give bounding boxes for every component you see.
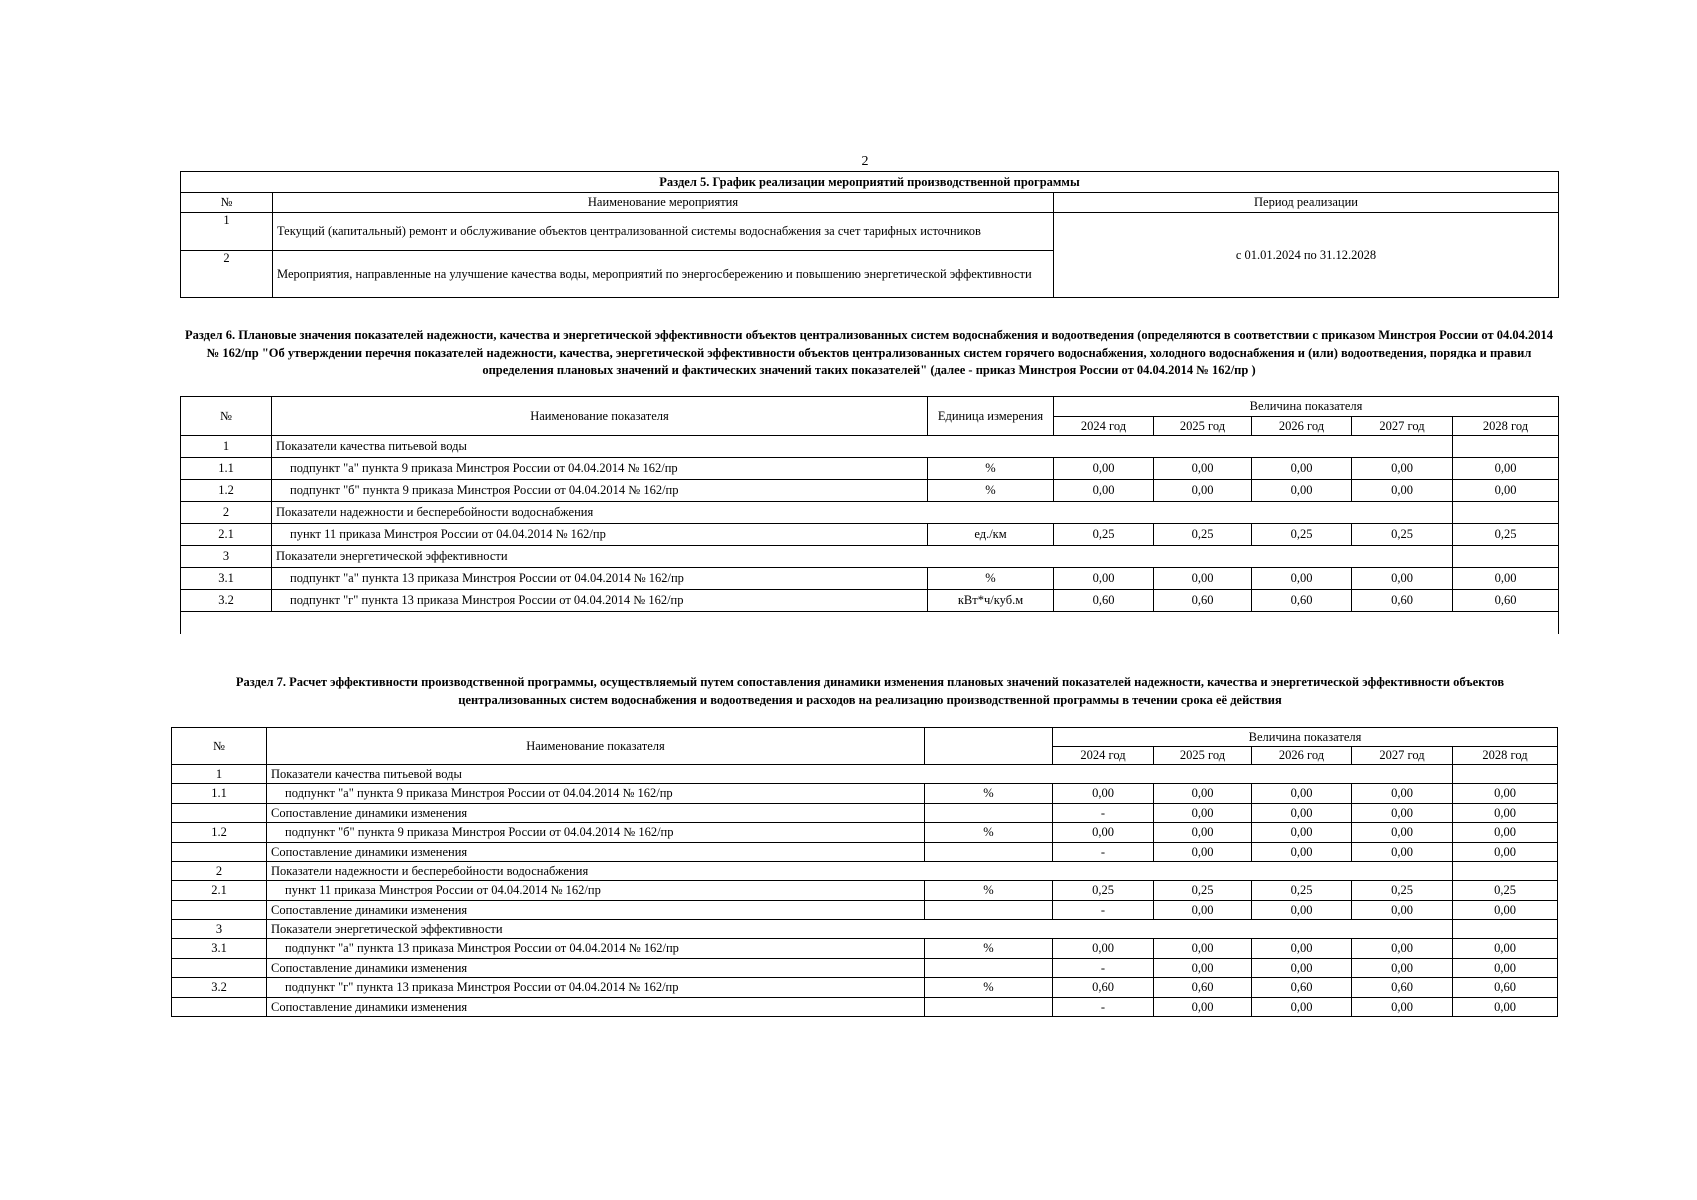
section7-header-unit (925, 728, 1053, 765)
row-value: 0,00 (1154, 959, 1252, 978)
section6-header-year: 2027 год (1352, 417, 1453, 436)
row-value: 0,00 (1252, 458, 1352, 480)
row-value: 0,00 (1154, 843, 1252, 862)
row-value: 0,60 (1453, 590, 1559, 612)
row-value: 0,00 (1352, 939, 1453, 959)
table-row (172, 998, 1558, 1017)
row-group-name: Показатели качества питьевой воды (272, 436, 1453, 458)
row-value: 0,00 (1352, 823, 1453, 843)
row-unit: % (928, 480, 1054, 502)
row-value: 0,00 (1252, 823, 1352, 843)
section5-title: Раздел 5. График реализации мероприятий производственной программы (181, 172, 1559, 193)
row-group-name: Показатели энергетической эффективности (272, 546, 1453, 568)
row-num: 3 (172, 920, 267, 939)
table-row (181, 502, 1559, 524)
row-unit: % (925, 939, 1053, 959)
section7-header-num: № (172, 728, 267, 765)
row-unit (925, 998, 1053, 1017)
table-row (172, 901, 1558, 920)
row-value: 0,25 (1352, 881, 1453, 901)
row-num: 2 (172, 862, 267, 881)
row-num: 3.2 (172, 978, 267, 998)
row-value: 0,25 (1054, 524, 1154, 546)
row-value: 0,00 (1453, 784, 1558, 804)
row-num (172, 804, 267, 823)
row-num (172, 998, 267, 1017)
row-num (172, 843, 267, 862)
row-unit (925, 959, 1053, 978)
table-row (181, 458, 1559, 480)
row-value: - (1053, 959, 1154, 978)
row-empty-cell (1453, 436, 1559, 458)
page-number: 2 (861, 154, 869, 169)
table-row (172, 784, 1558, 804)
section5-row-name: Текущий (капитальный) ремонт и обслуживание объектов централизованной системы водоснабжения за счет тарифных источников (273, 213, 1054, 251)
section7-title: Раздел 7. Расчет эффективности производственной программы, осуществляемый путем сопоставления динамики изменения плановых значений показателей надежности, качества и энергетической эффективности объектов централизованных систем водоснабжения и водоотведения и расходов на реализацию производственной программы в течении срока её действия (235, 675, 1505, 707)
row-unit (925, 843, 1053, 862)
row-unit: кВт*ч/куб.м (928, 590, 1054, 612)
row-num: 3.1 (181, 568, 272, 590)
row-value: 0,00 (1252, 998, 1352, 1017)
row-num: 1.1 (172, 784, 267, 804)
row-num: 2.1 (181, 524, 272, 546)
row-value: 0,00 (1352, 804, 1453, 823)
section7-table (171, 727, 1558, 1017)
row-value: 0,00 (1154, 998, 1252, 1017)
row-num: 1 (172, 765, 267, 784)
row-name: подпункт "а" пункта 13 приказа Минстроя России от 04.04.2014 № 162/пр (267, 939, 925, 959)
row-unit: % (925, 978, 1053, 998)
table-row (181, 436, 1559, 458)
row-name: подпункт "б" пункта 9 приказа Минстроя России от 04.04.2014 № 162/пр (267, 823, 925, 843)
row-value: 0,00 (1252, 784, 1352, 804)
row-group-name: Показатели надежности и бесперебойности водоснабжения (267, 862, 1453, 881)
row-value: 0,00 (1154, 939, 1252, 959)
row-value: 0,25 (1154, 881, 1252, 901)
row-value: 0,00 (1154, 823, 1252, 843)
row-value: 0,00 (1154, 458, 1252, 480)
row-value: 0,60 (1154, 590, 1252, 612)
row-group-name: Показатели качества питьевой воды (267, 765, 1453, 784)
row-unit: % (928, 458, 1054, 480)
section5-row-num: 1 (181, 213, 273, 251)
row-value: 0,00 (1352, 901, 1453, 920)
row-name: Сопоставление динамики изменения (267, 959, 925, 978)
section5-row-num: 2 (181, 251, 273, 298)
row-value: 0,00 (1053, 784, 1154, 804)
row-num: 2 (181, 502, 272, 524)
section6-header-year: 2028 год (1453, 417, 1559, 436)
row-value: 0,00 (1453, 901, 1558, 920)
row-value: 0,00 (1154, 784, 1252, 804)
section6-table (180, 396, 1559, 634)
row-num: 3.2 (181, 590, 272, 612)
row-value: - (1053, 804, 1154, 823)
section5-period-value: с 01.01.2024 по 31.12.2028 (1054, 213, 1559, 298)
row-value: 0,00 (1352, 843, 1453, 862)
row-value: 0,00 (1453, 998, 1558, 1017)
row-value: 0,00 (1453, 823, 1558, 843)
row-name: подпункт "б" пункта 9 приказа Минстроя России от 04.04.2014 № 162/пр (272, 480, 928, 502)
row-value: 0,00 (1352, 959, 1453, 978)
section5-header-period: Период реализации (1054, 193, 1559, 213)
row-value: 0,00 (1453, 843, 1558, 862)
row-unit: ед./км (928, 524, 1054, 546)
row-unit: % (928, 568, 1054, 590)
row-unit: % (925, 823, 1053, 843)
row-value: 0,00 (1352, 480, 1453, 502)
row-value: 0,25 (1053, 881, 1154, 901)
row-value: 0,00 (1054, 568, 1154, 590)
row-value: 0,60 (1053, 978, 1154, 998)
row-value: 0,00 (1252, 959, 1352, 978)
row-value: 0,00 (1453, 959, 1558, 978)
section6-title: Раздел 6. Плановые значения показателей надежности, качества и энергетической эффективности объектов централизованных систем водоснабжения и водоотведения (определяются в соответствии с приказом Минстроя России от 04.04.2014 № 162/пр "Об утверждении перечня показателей надежности, качества, энергетической эффективности объектов централизованных систем горячего водоснабжения, холодного водоснабжения и (или) водоотведения, порядка и правил определения плановых значений и фактических значений таких показателей" (далее - приказ Минстроя России от 04.04.2014 № 162/пр ) (185, 328, 1553, 377)
row-name: пункт 11 приказа Минстроя России от 04.04.2014 № 162/пр (272, 524, 928, 546)
section7-header-year: 2028 год (1453, 747, 1558, 765)
table-row (172, 959, 1558, 978)
section6-header-value: Величина показателя (1054, 397, 1559, 417)
section7-header-year: 2026 год (1252, 747, 1352, 765)
row-value: 0,00 (1053, 823, 1154, 843)
row-name: подпункт "г" пункта 13 приказа Минстроя России от 04.04.2014 № 162/пр (272, 590, 928, 612)
row-unit (925, 901, 1053, 920)
table-row (181, 524, 1559, 546)
row-name: подпункт "а" пункта 13 приказа Минстроя России от 04.04.2014 № 162/пр (272, 568, 928, 590)
section6-header-num: № (181, 397, 272, 436)
table-row (172, 920, 1558, 939)
row-value: 0,00 (1352, 784, 1453, 804)
row-num: 1.1 (181, 458, 272, 480)
row-value: 0,00 (1352, 998, 1453, 1017)
section6-header-year: 2024 год (1054, 417, 1154, 436)
row-value: 0,00 (1252, 901, 1352, 920)
row-group-name: Показатели надежности и бесперебойности водоснабжения (272, 502, 1453, 524)
row-value: 0,00 (1154, 568, 1252, 590)
row-value: 0,00 (1252, 804, 1352, 823)
row-num: 2.1 (172, 881, 267, 901)
section6-header-unit: Единица измерения (928, 397, 1054, 436)
row-name: Сопоставление динамики изменения (267, 843, 925, 862)
row-value: 0,25 (1154, 524, 1252, 546)
row-empty-cell (1453, 546, 1559, 568)
section5-table (180, 171, 1559, 298)
table-row (181, 590, 1559, 612)
section7-header-value: Величина показателя (1053, 728, 1558, 747)
row-value: 0,00 (1154, 804, 1252, 823)
table-row (172, 843, 1558, 862)
row-value: 0,60 (1054, 590, 1154, 612)
section6-header-name: Наименование показателя (272, 397, 928, 436)
row-value: - (1053, 998, 1154, 1017)
row-num: 3.1 (172, 939, 267, 959)
row-value: 0,00 (1252, 939, 1352, 959)
table-row (172, 881, 1558, 901)
row-value: 0,60 (1154, 978, 1252, 998)
row-value: 0,00 (1453, 568, 1559, 590)
row-unit: % (925, 881, 1053, 901)
row-value: 0,00 (1453, 458, 1559, 480)
row-value: 0,00 (1252, 568, 1352, 590)
row-empty-cell (1453, 862, 1558, 881)
row-name: подпункт "а" пункта 9 приказа Минстроя России от 04.04.2014 № 162/пр (267, 784, 925, 804)
section5-header-name: Наименование мероприятия (273, 193, 1054, 213)
row-value: 0,60 (1352, 978, 1453, 998)
table-row (172, 978, 1558, 998)
row-name: Сопоставление динамики изменения (267, 998, 925, 1017)
section6-gap (181, 612, 1559, 634)
table-row (181, 568, 1559, 590)
row-value: - (1053, 843, 1154, 862)
row-value: 0,25 (1252, 524, 1352, 546)
row-num (172, 901, 267, 920)
row-name: пункт 11 приказа Минстроя России от 04.04.2014 № 162/пр (267, 881, 925, 901)
row-value: 0,00 (1054, 480, 1154, 502)
row-value: 0,00 (1154, 480, 1252, 502)
row-value: 0,00 (1252, 843, 1352, 862)
row-value: 0,00 (1053, 939, 1154, 959)
row-value: 0,25 (1453, 881, 1558, 901)
row-name: Сопоставление динамики изменения (267, 804, 925, 823)
table-row (172, 804, 1558, 823)
table-row (181, 546, 1559, 568)
section7-header-year: 2024 год (1053, 747, 1154, 765)
row-empty-cell (1453, 502, 1559, 524)
row-value: 0,00 (1352, 568, 1453, 590)
row-empty-cell (1453, 920, 1558, 939)
row-value: 0,60 (1252, 978, 1352, 998)
table-row (172, 939, 1558, 959)
row-num (172, 959, 267, 978)
row-value: - (1053, 901, 1154, 920)
table-row (172, 823, 1558, 843)
row-value: 0,00 (1352, 458, 1453, 480)
row-value: 0,60 (1453, 978, 1558, 998)
row-value: 0,60 (1352, 590, 1453, 612)
row-value: 0,60 (1252, 590, 1352, 612)
row-unit (925, 804, 1053, 823)
row-num: 3 (181, 546, 272, 568)
row-num: 1 (181, 436, 272, 458)
section6-header-year: 2025 год (1154, 417, 1252, 436)
row-value: 0,25 (1352, 524, 1453, 546)
table-row (172, 765, 1558, 784)
row-value: 0,00 (1453, 480, 1559, 502)
row-value: 0,00 (1453, 939, 1558, 959)
row-value: 0,25 (1453, 524, 1559, 546)
section5-row-name: Мероприятия, направленные на улучшение качества воды, мероприятий по энергосбережению и повышению энергетической эффективности (273, 251, 1054, 298)
table-row (181, 480, 1559, 502)
row-num: 1.2 (172, 823, 267, 843)
row-value: 0,25 (1252, 881, 1352, 901)
row-unit: % (925, 784, 1053, 804)
section7-header-year: 2027 год (1352, 747, 1453, 765)
row-value: 0,00 (1054, 458, 1154, 480)
row-value: 0,00 (1154, 901, 1252, 920)
row-name: Сопоставление динамики изменения (267, 901, 925, 920)
row-num: 1.2 (181, 480, 272, 502)
row-group-name: Показатели энергетической эффективности (267, 920, 1453, 939)
section6-header-year: 2026 год (1252, 417, 1352, 436)
row-name: подпункт "г" пункта 13 приказа Минстроя России от 04.04.2014 № 162/пр (267, 978, 925, 998)
row-empty-cell (1453, 765, 1558, 784)
section7-header-name: Наименование показателя (267, 728, 925, 765)
row-name: подпункт "а" пункта 9 приказа Минстроя России от 04.04.2014 № 162/пр (272, 458, 928, 480)
table-row (172, 862, 1558, 881)
row-value: 0,00 (1453, 804, 1558, 823)
section5-header-num: № (181, 193, 273, 213)
section7-header-year: 2025 год (1154, 747, 1252, 765)
row-value: 0,00 (1252, 480, 1352, 502)
